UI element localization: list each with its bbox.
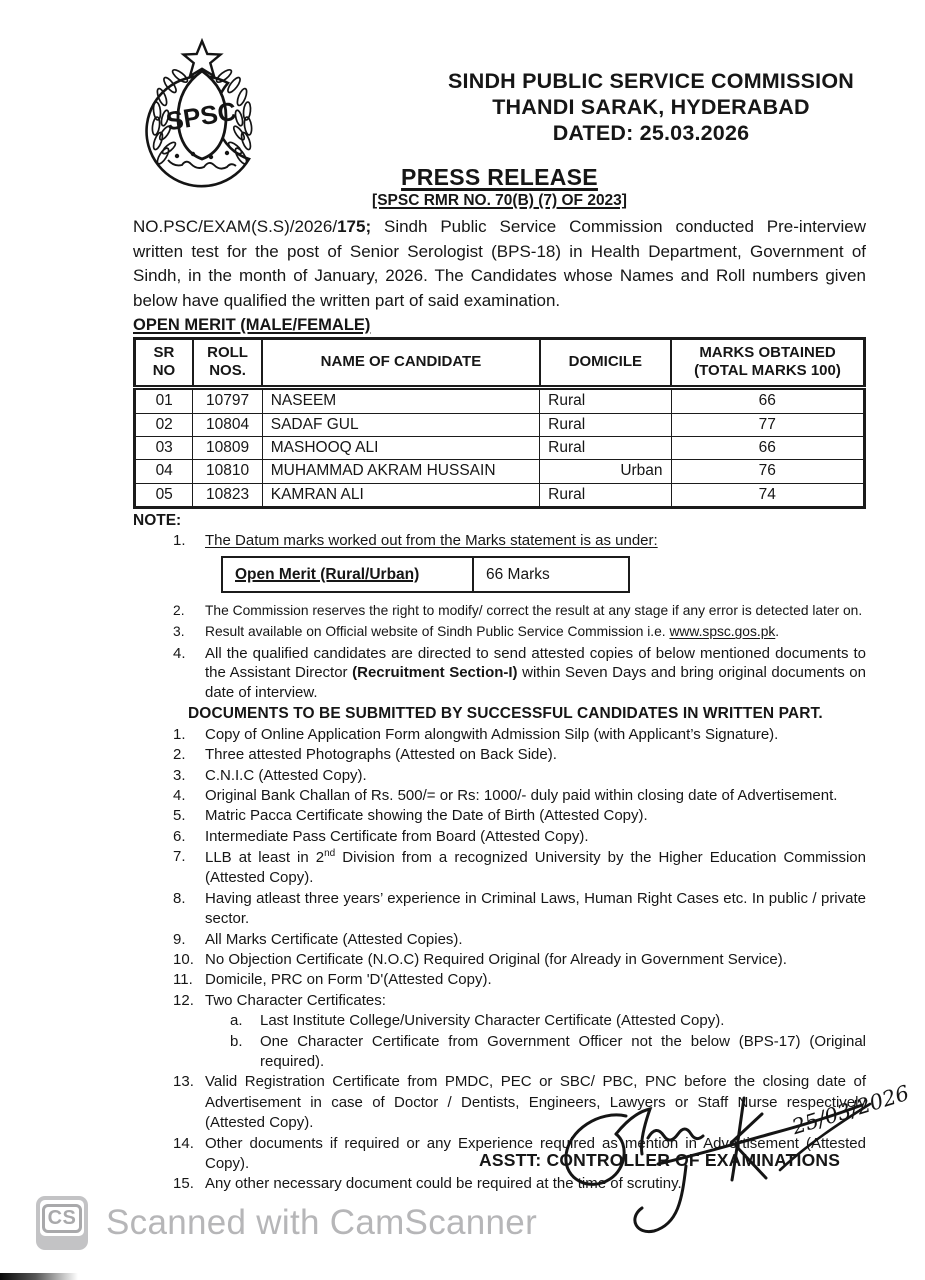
roll-cell: 10823 <box>193 483 262 507</box>
datum-table <box>221 556 630 594</box>
scan-edge-artifact <box>0 1273 78 1280</box>
name-cell: MASHOOQ ALI <box>262 436 539 459</box>
marks-cell: 77 <box>671 413 864 436</box>
logo-text: SPSC <box>163 95 239 137</box>
document-content <box>133 36 866 1195</box>
sr-cell: 03 <box>135 436 193 459</box>
roll-cell: 10797 <box>193 388 262 413</box>
roll-cell: 10810 <box>193 460 262 483</box>
documents-heading: DOCUMENTS TO BE SUBMITTED BY SUCCESSFUL CANDIDATES IN WRITTEN PART. <box>188 704 823 722</box>
doc-item: C.N.I.C (Attested Copy). <box>205 766 367 784</box>
letterhead <box>425 68 877 147</box>
signatory-title: ASSTT: CONTROLLER OF EXAMINATIONS <box>479 1150 841 1170</box>
table-row <box>135 436 865 459</box>
name-cell: MUHAMMAD AKRAM HUSSAIN <box>262 460 539 483</box>
urdu-script-icon <box>168 160 236 169</box>
marks-cell: 74 <box>671 483 864 507</box>
camscanner-icon <box>36 1196 88 1250</box>
doc-subitem: Last Institute College/University Character Certificate (Attested Copy). <box>260 1012 725 1030</box>
domicile-cell: Rural <box>540 436 671 459</box>
sr-cell: 05 <box>135 483 193 507</box>
doc-item: Intermediate Pass Certificate from Board (Attested Copy). <box>205 827 589 845</box>
doc-item: No Objection Certificate (N.O.C) Required Original (for Already in Government Service). <box>205 951 787 969</box>
name-cell: NASEEM <box>262 388 539 413</box>
reference-number: 175; <box>337 217 372 236</box>
domicile-cell: Rural <box>540 388 671 413</box>
col-header-name: NAME OF CANDIDATE <box>262 338 539 388</box>
domicile-cell: Rural <box>540 483 671 507</box>
reference-number-prefix: NO.PSC/EXAM(S.S)/2026/ <box>133 217 338 236</box>
col-header-domicile: DOMICILE <box>540 338 671 388</box>
results-table <box>133 337 866 510</box>
doc-item: Having atleast three years’ experience in Criminal Laws, Human Right Cases etc. In public / private sector. <box>205 889 866 928</box>
doc-item: Three attested Photographs (Attested on Back Side). <box>205 746 557 764</box>
spsc-website-link: www.spsc.gos.pk <box>669 624 776 640</box>
doc-item: Copy of Online Application Form alongwith Admission Silp (with Applicant’s Signature). <box>205 725 779 743</box>
table-row <box>135 460 865 483</box>
note-item-1-text: The Datum marks worked out from the Marks statement is as under: <box>205 532 658 550</box>
table-row <box>135 483 865 507</box>
character-certificates-sublist <box>205 1011 866 1072</box>
sr-cell: 04 <box>135 460 193 483</box>
name-cell: KAMRAN ALI <box>262 483 539 507</box>
note-item-4: All the qualified candidates are directed to send attested copies of below mentioned documents to the Assistant Director (Recruitment Section-I) within Seven Days and bring original documents on date of interview. <box>205 645 866 701</box>
cs-badge-text: CS <box>42 1204 83 1233</box>
handwritten-date: 25/03/2026 <box>789 1080 912 1140</box>
col-header-sr-no: SR NO <box>135 338 193 388</box>
table-row <box>135 413 865 436</box>
document-header <box>133 36 866 164</box>
table-row <box>135 388 865 413</box>
doc-item: LLB at least in 2nd Division from a recognized University by the Higher Education Commission (Attested Copy). <box>205 848 866 887</box>
roll-cell: 10809 <box>193 436 262 459</box>
sr-cell: 02 <box>135 413 193 436</box>
name-cell: SADAF GUL <box>262 413 539 436</box>
domicile-cell: Urban <box>540 460 671 483</box>
roll-cell: 10804 <box>193 413 262 436</box>
domicile-cell: Rural <box>540 413 671 436</box>
recruitment-section-bold: (Recruitment Section-I) <box>352 664 518 682</box>
doc-item: Domicile, PRC on Form 'D'(Attested Copy). <box>205 971 492 989</box>
doc-item: All Marks Certificate (Attested Copies). <box>205 930 463 948</box>
col-header-roll-nos: ROLL NOS. <box>193 338 262 388</box>
doc-item: Other documents if required or any Experience required as mention in Advertisement (Attested Copy). <box>205 1134 866 1172</box>
marks-cell: 66 <box>671 436 864 459</box>
intro-paragraph <box>133 215 866 314</box>
org-address: THANDI SARAK, HYDERABAD <box>492 95 810 120</box>
datum-value: 66 Marks <box>473 557 629 593</box>
open-merit-heading: OPEN MERIT (MALE/FEMALE) <box>133 315 371 334</box>
note-item-2: The Commission reserves the right to modify/ correct the result at any stage if any error is detected later on. <box>205 603 863 619</box>
results-header-row <box>135 338 865 388</box>
press-release-subtitle: [SPSC RMR NO. 70(B) (7) OF 2023] <box>372 192 627 209</box>
org-name: SINDH PUBLIC SERVICE COMMISSION <box>448 69 854 93</box>
note-item-1 <box>133 531 866 593</box>
doc-item: Original Bank Challan of Rs. 500/= or Rs: 1000/- duly paid within closing date of Advertisement. <box>205 786 838 804</box>
doc-item: Matric Pacca Certificate showing the Date of Birth (Attested Copy). <box>205 807 648 825</box>
press-release-title: PRESS RELEASE <box>401 164 598 190</box>
spsc-emblem-logo <box>135 38 269 196</box>
camscanner-watermark <box>36 1196 537 1250</box>
doc-item: Two Character Certificates: Last Institute College/University Character Certificate (Attested Copy). One Character Certificate from Government Officer not the below (BPS-17) (Original required). <box>133 991 866 1073</box>
sr-cell: 01 <box>135 388 193 413</box>
doc-item: Valid Registration Certificate from PMDC, PEC or SBC/ PBC, PNC before the closing date of Advertisement in case of Doctor / Dentists, Engineers, Lawyers or Staff Nurse respectively (Attested Copy). <box>205 1073 866 1132</box>
intro-body: Sindh Public Service Commission conducted Pre-interview written test for the post of Senior Serologist (BPS-18) in Health Department, Government of Sindh, in the month of January, 2026. The Candidates whose Names and Roll numbers given below have qualified the written part of said examination. <box>133 217 866 310</box>
note-list <box>133 531 866 701</box>
col-header-marks: MARKS OBTAINED (TOTAL MARKS 100) <box>671 338 864 388</box>
marks-cell: 76 <box>671 460 864 483</box>
note-heading: NOTE: <box>133 512 182 530</box>
doc-subitem: One Character Certificate from Government Officer not the below (BPS-17) (Original required). <box>260 1032 866 1070</box>
document-date: DATED: 25.03.2026 <box>552 121 750 146</box>
doc-item: Any other necessary document could be required at the time of scrutiny. <box>205 1175 682 1193</box>
datum-label: Open Merit (Rural/Urban) <box>222 557 473 593</box>
watermark-text: Scanned with CamScanner <box>106 1203 538 1242</box>
marks-cell: 66 <box>671 388 864 413</box>
note-item-3: Result available on Official website of Sindh Public Service Commission i.e. www.spsc.gos.pk. <box>205 624 780 640</box>
